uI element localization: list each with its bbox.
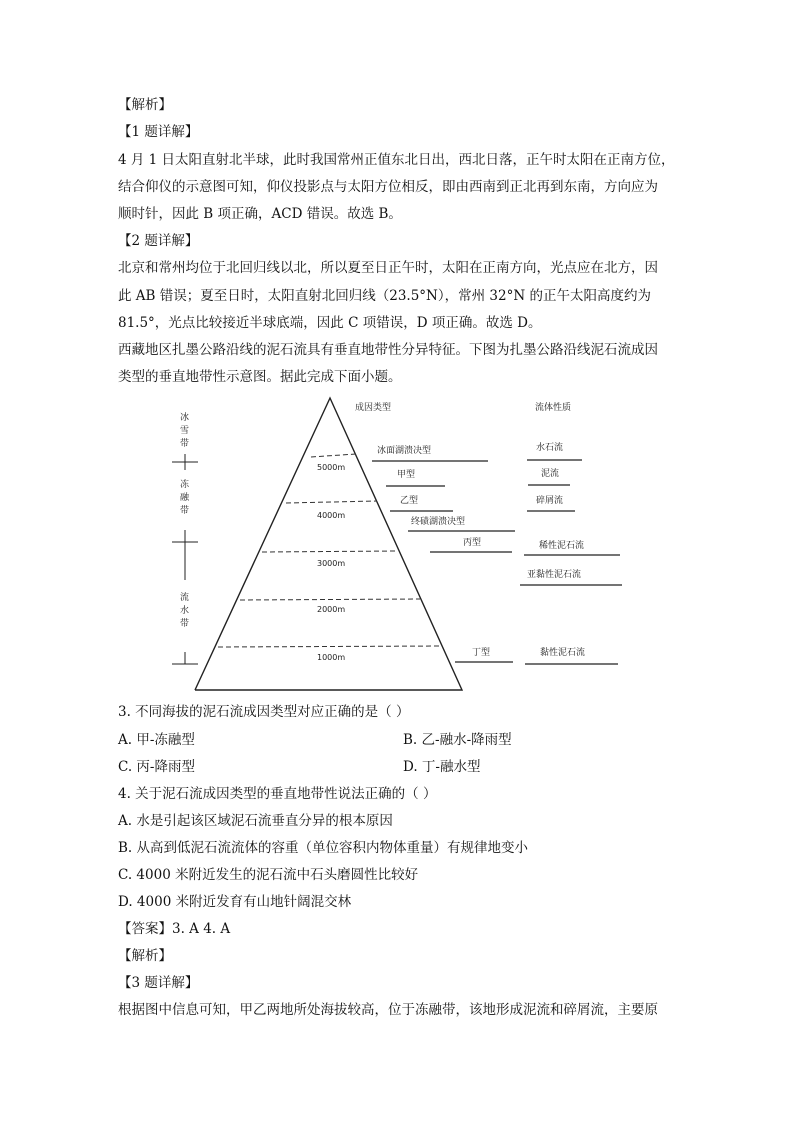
q3-option-c: C. 丙-降雨型 — [118, 759, 195, 775]
altitude-line-5000 — [311, 454, 356, 457]
zone-char: 水 — [180, 606, 190, 616]
zone-char: 冰 — [180, 413, 190, 423]
zonation-diagram — [150, 390, 650, 700]
q4-option-b: B. 从高到低泥石流流体的容重（单位容积内物体重量）有规律地变小 — [118, 840, 529, 856]
analysis-header-2: 【解析】 — [118, 948, 172, 964]
nature-label-water-stone: 水石流 — [536, 443, 564, 453]
q3-option-a: A. 甲-冻融型 — [118, 732, 195, 748]
q2-text-line-2: 此 AB 错误；夏至日时，太阳直射北回归线（23.5°N），常州 32°N 的正午太阳高度约为 — [118, 288, 651, 304]
zone-char: 带 — [180, 506, 190, 516]
altitude-label-3000: 3000m — [317, 559, 346, 568]
q3-detail-text: 根据图中信息可知，甲乙两地所处海拔较高，位于冻融带，该地形成泥流和碎屑流，主要原 — [118, 1002, 658, 1018]
altitude-label-5000: 5000m — [317, 463, 346, 472]
q1-text-line-1: 4 月 1 日太阳直射北半球，此时我国常州正值东北日出，西北日落，正午时太阳在正南方位， — [118, 152, 675, 168]
q3-stem: 3. 不同海拔的泥石流成因类型对应正确的是（ ） — [118, 704, 410, 720]
zone-label-freeze-thaw — [180, 478, 190, 516]
zone-label-ice-snow — [180, 411, 189, 449]
cause-label-ding: 丁型 — [472, 648, 491, 658]
nature-label-debris: 碎屑流 — [536, 496, 564, 506]
altitude-label-4000: 4000m — [317, 511, 346, 520]
analysis-header: 【解析】 — [118, 97, 172, 113]
nature-label-sub-viscous: 亚黏性泥石流 — [527, 570, 582, 580]
cause-label-yi: 乙型 — [400, 496, 419, 506]
q4-stem: 4. 关于泥石流成因类型的垂直地带性说法正确的（ ） — [118, 786, 437, 802]
altitude-line-2000 — [240, 599, 420, 600]
altitude-line-4000 — [286, 501, 377, 503]
zone-char: 带 — [180, 439, 190, 449]
q3-option-b: B. 乙-融水-降雨型 — [403, 732, 512, 748]
cause-label-moraine-lake: 终碛湖溃决型 — [411, 517, 466, 527]
cause-label-ice-lake: 冰面湖溃决型 — [377, 446, 432, 456]
q3-option-d: D. 丁-融水型 — [403, 759, 481, 775]
cause-label-bing: 丙型 — [463, 538, 482, 548]
q4-option-d: D. 4000 米附近发育有山地针阔混交林 — [118, 894, 352, 910]
cause-label-jia: 甲型 — [397, 470, 416, 480]
q1-text-line-2: 结合仰仪的示意图可知，仰仪投影点与太阳方位相反，即由西南到正北再到东南，方向应为 — [118, 179, 658, 195]
zone-char: 带 — [180, 619, 190, 629]
zone-label-running-water — [180, 591, 189, 629]
nature-label-mud-flow: 泥流 — [541, 469, 560, 479]
q1-text-line-3: 顺时针，因此 B 项正确，ACD 错误。故选 B。 — [118, 206, 402, 222]
altitude-line-3000 — [262, 551, 398, 552]
q2-text-line-1: 北京和常州均位于北回归线以北，所以夏至日正午时，太阳在正南方向，光点应在北方，因 — [118, 260, 658, 276]
altitude-label-1000: 1000m — [317, 653, 346, 662]
altitude-label-2000: 2000m — [317, 605, 346, 614]
intro-line-2: 类型的垂直地带性示意图。据此完成下面小题。 — [118, 369, 402, 385]
answer-line: 【答案】3. A 4. A — [118, 921, 231, 937]
q4-option-c: C. 4000 米附近发生的泥石流中石头磨圆性比较好 — [118, 867, 419, 883]
zone-char: 流 — [180, 593, 190, 603]
q1-detail-header: 【1 题详解】 — [118, 124, 199, 140]
q2-detail-header: 【2 题详解】 — [118, 233, 199, 249]
zone-char: 冻 — [180, 480, 190, 490]
zone-char: 融 — [180, 493, 190, 503]
column-header-nature: 流体性质 — [535, 403, 572, 413]
nature-label-dilute: 稀性泥石流 — [539, 541, 585, 551]
q4-option-a: A. 水是引起该区域泥石流垂直分异的根本原因 — [118, 813, 393, 829]
zone-char: 雪 — [180, 426, 190, 436]
altitude-line-1000 — [218, 646, 440, 647]
q3-detail-header: 【3 题详解】 — [118, 975, 199, 991]
zonation-diagram-svg — [150, 390, 650, 700]
q2-text-line-3: 81.5°，光点比较接近半球底端，因此 C 项错误，D 项正确。故选 D。 — [118, 315, 542, 331]
column-header-cause: 成因类型 — [355, 403, 392, 413]
nature-label-viscous: 黏性泥石流 — [540, 648, 586, 658]
intro-line-1: 西藏地区扎墨公路沿线的泥石流具有垂直地带性分异特征。下图为扎墨公路沿线泥石流成因 — [118, 342, 658, 358]
